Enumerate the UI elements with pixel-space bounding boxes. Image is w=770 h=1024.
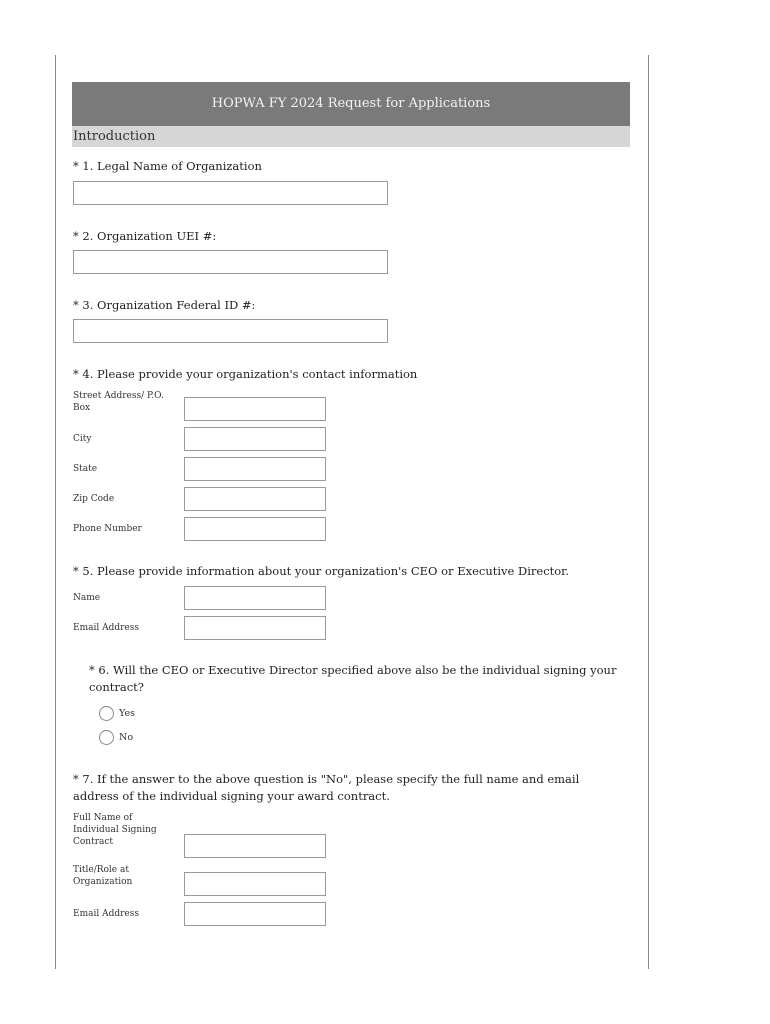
ceo-email-label: Email Address: [73, 623, 139, 633]
signer-email-input[interactable]: [184, 902, 326, 926]
yes-radio[interactable]: [99, 706, 114, 721]
state-input[interactable]: [184, 457, 326, 481]
state-label: State: [73, 464, 98, 474]
question-5-label: * 5. Please provide information about your organization's CEO or Executive Director.: [73, 564, 570, 578]
uei-input[interactable]: [73, 250, 388, 274]
question-2-label: * 2. Organization UEI #:: [73, 229, 217, 243]
signer-title-label: Title/Role at Organization: [73, 865, 133, 887]
phone-number-label: Phone Number: [73, 524, 142, 534]
yes-radio-label: Yes: [119, 708, 135, 719]
signer-title-input[interactable]: [184, 872, 326, 896]
survey-page: [55, 55, 649, 969]
question-1-label: * 1. Legal Name of Organization: [73, 159, 262, 173]
section-title: Introduction: [72, 126, 630, 147]
no-radio-label: No: [119, 732, 134, 743]
signer-name-label: Full Name of Individual Signing Contract: [73, 813, 157, 847]
zip-code-label: Zip Code: [73, 494, 115, 504]
federal-id-input[interactable]: [73, 319, 388, 343]
street-address-label: Street Address/ P.O. Box: [73, 391, 164, 413]
street-address-input[interactable]: [184, 397, 326, 421]
phone-number-input[interactable]: [184, 517, 326, 541]
zip-code-input[interactable]: [184, 487, 326, 511]
signer-email-label: Email Address: [73, 909, 139, 919]
ceo-name-input[interactable]: [184, 586, 326, 610]
no-radio[interactable]: [99, 730, 114, 745]
ceo-name-label: Name: [73, 593, 101, 603]
signer-name-input[interactable]: [184, 834, 326, 858]
city-label: City: [73, 434, 92, 444]
question-7-label: * 7. If the answer to the above question is "No", please specify the full name and email address of the individual signing your award contract.: [73, 772, 580, 803]
question-6-label: * 6. Will the CEO or Executive Director specified above also be the individual signing your contract?: [89, 663, 617, 694]
survey-title: HOPWA FY 2024 Request for Applications: [72, 82, 630, 126]
city-input[interactable]: [184, 427, 326, 451]
ceo-email-input[interactable]: [184, 616, 326, 640]
question-3-label: * 3. Organization Federal ID #:: [73, 298, 256, 312]
legal-name-input[interactable]: [73, 181, 388, 205]
question-4-label: * 4. Please provide your organization's contact information: [73, 367, 418, 381]
